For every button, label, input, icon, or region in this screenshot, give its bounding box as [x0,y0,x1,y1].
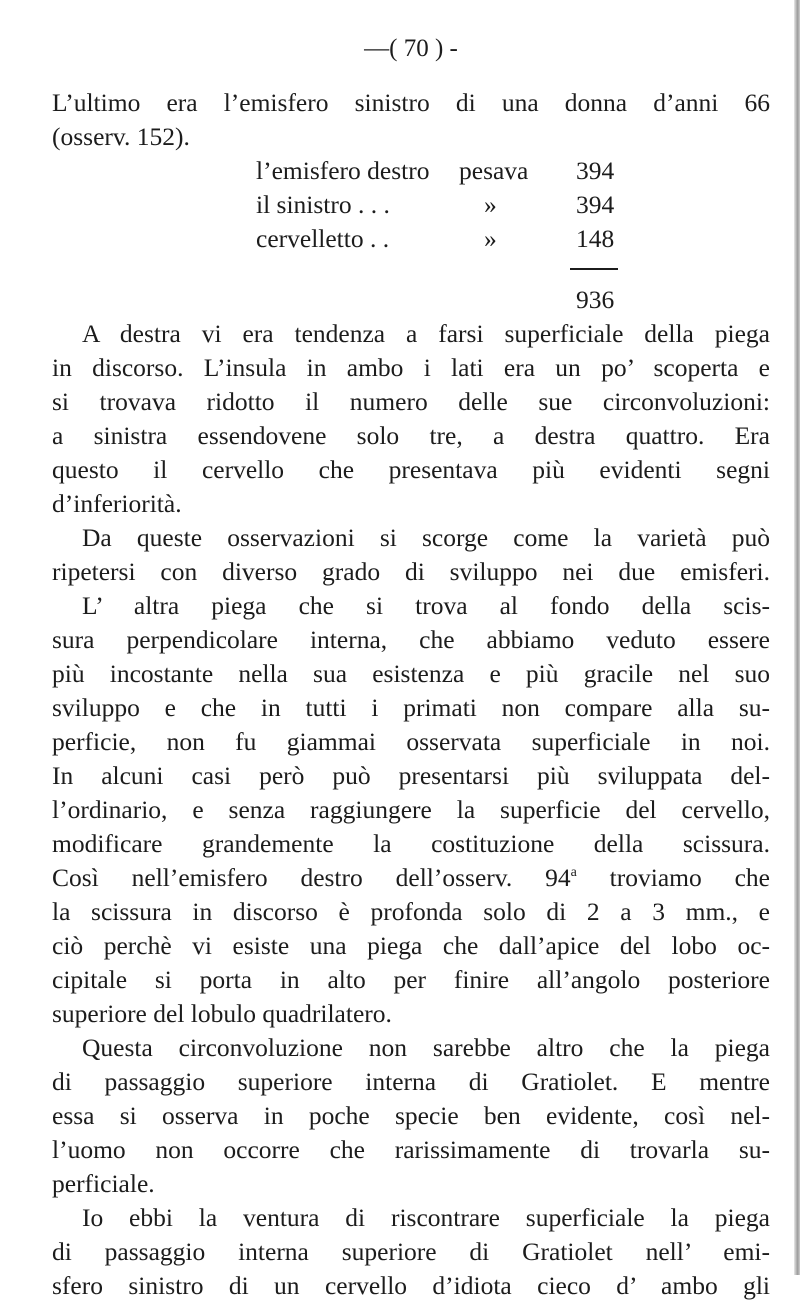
text-line: d’inferiorità. [52,489,182,518]
row-value: 148 [576,224,615,253]
text-line: superiore del lobulo quadrilatero. [52,999,392,1028]
text-line: l’ordinario, e senza raggiungere la superficie del cervello, [52,795,770,824]
text-line: modificare grandemente la costituzione della scissura. [52,829,770,858]
text-line: In alcuni casi però può presentarsi più sviluppata del- [52,761,770,790]
text-line: Questa circonvoluzione non sarebbe altro che la piega [82,1033,770,1062]
text-line: L’ultimo era l’emisfero sinistro di una donna d’anni 66 [52,88,770,117]
total-value: 936 [576,285,615,314]
text-line: essa si osserva in poche specie ben evidente, così nel- [52,1101,770,1130]
text-line: di passaggio superiore interna di Gratiolet. E mentre [52,1067,770,1096]
row-label: il sinistro . . . [256,190,390,219]
text-line: sfero sinistro di un cervello d’idiota cieco d’ ambo gli [52,1271,770,1300]
text-line: perficiale. [52,1169,155,1198]
text-line: ripetersi con diverso grado di sviluppo nei due emisferi. [52,557,770,586]
text-line [52,861,770,895]
page-number: —( 70 ) - [364,35,458,62]
text-line: ciò perchè vi esiste una piega che dall’apice del lobo oc- [52,931,770,960]
text-line: in discorso. L’insula in ambo i lati era un po’ scoperta e [52,353,770,382]
row-mark: pesava [459,156,529,185]
text-line: a sinistra essendovene solo tre, a destra quattro. Era [52,421,770,450]
text-line: la scissura in discorso è profonda solo di 2 a 3 mm., e [52,897,770,926]
text-line: più incostante nella sua esistenza e più gracile nel suo [52,659,770,688]
row-label: l’emisfero destro [256,156,430,185]
row-mark: » [484,224,497,253]
text-line: A destra vi era tendenza a farsi superficiale della piega [82,319,770,348]
ref-superscript: a [570,865,577,880]
text-line: (osserv. 152). [52,122,190,151]
text-line: perficie, non fu giammai osservata superficiale in noi. [52,727,770,756]
text-line: sviluppo e che in tutti i primati non compare alla su- [52,693,770,722]
ref-text: troviamo che [576,863,770,892]
row-value: 394 [576,156,615,185]
row-mark: » [484,190,497,219]
text-line: cipitale si porta in alto per finire all’angolo posteriore [52,965,770,994]
ref-text: Così nell’emisfero destro dell’osserv. 94 [52,863,571,892]
text-line: si trovava ridotto il numero delle sue circonvoluzioni: [52,387,770,416]
text-line: L’ altra piega che si trova al fondo della scis- [82,591,770,620]
text-line: sura perpendicolare interna, che abbiamo veduto essere [52,625,770,654]
row-label: cervelletto . . [256,224,390,253]
page-edge [794,0,800,1275]
text-line: di passaggio interna superiore di Gratiolet nell’ emi- [52,1237,770,1266]
text-line: Da queste osservazioni si scorge come la varietà può [82,523,770,552]
text-line: Io ebbi la ventura di riscontrare superficiale la piega [82,1203,770,1232]
row-value: 394 [576,190,615,219]
sum-rule [570,268,618,270]
text-line: l’uomo non occorre che rarissimamente di trovarla su- [52,1135,770,1164]
text-line: questo il cervello che presentava più evidenti segni [52,455,770,484]
